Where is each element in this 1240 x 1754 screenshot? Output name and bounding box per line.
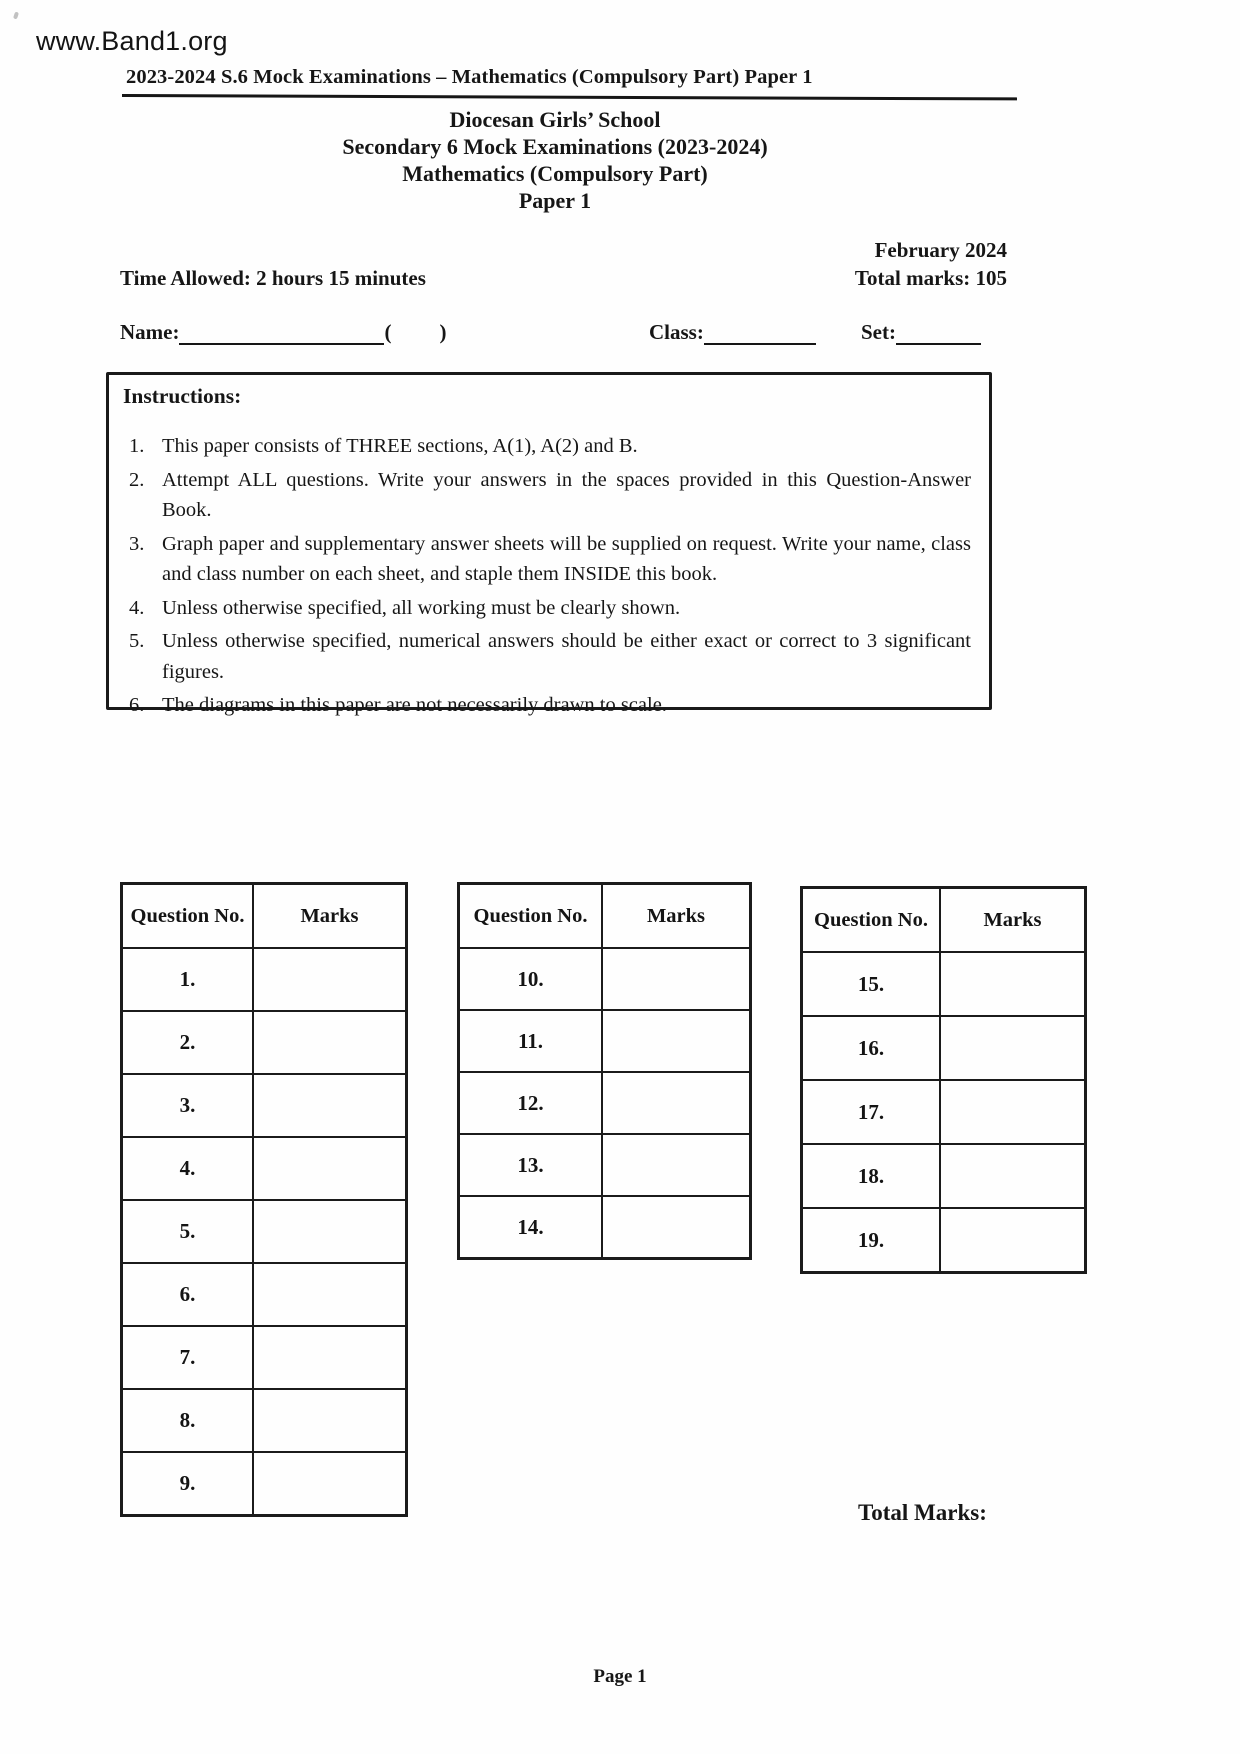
table-row — [122, 1389, 407, 1452]
subject-title: Mathematics (Compulsory Part) — [402, 161, 708, 186]
instruction-number: 3. — [129, 532, 145, 555]
instruction-item — [123, 593, 973, 624]
instruction-item — [123, 529, 973, 590]
set-underline — [896, 318, 981, 345]
instructions-box — [106, 372, 992, 716]
page-number: Page 1 — [593, 1666, 647, 1687]
title-block — [55, 106, 1055, 214]
table-row — [459, 948, 751, 1010]
running-header-title: 2023-2024 S.6 Mock Examinations – Mathematics (Compulsory Part) Paper 1 — [126, 66, 813, 88]
running-header-underline — [122, 94, 1017, 100]
instruction-text: Attempt ALL questions. Write your answers in the spaces provided in this Question-Answer Book. — [162, 468, 971, 521]
table-row — [459, 1010, 751, 1072]
name-label: Name: — [120, 320, 180, 344]
question-no-cell: 10. — [459, 948, 603, 1010]
question-no-cell: 2. — [122, 1011, 254, 1074]
question-no-cell: 12. — [459, 1072, 603, 1134]
table-header-row — [122, 884, 407, 949]
marks-cell — [940, 1208, 1086, 1273]
marks-header: Marks — [253, 884, 407, 949]
total-marks-info: Total marks: 105 — [854, 266, 1007, 290]
table-row — [802, 1016, 1086, 1080]
marks-cell — [253, 1011, 407, 1074]
table-row — [802, 1080, 1086, 1144]
marks-header: Marks — [602, 884, 751, 949]
instruction-text: Unless otherwise specified, all working must be clearly shown. — [162, 596, 681, 619]
marks-cell — [940, 952, 1086, 1016]
instruction-number: 2. — [129, 468, 145, 491]
question-no-cell: 13. — [459, 1134, 603, 1196]
marks-table-1 — [120, 882, 408, 1517]
marks-cell — [940, 1016, 1086, 1080]
instruction-number: 6. — [129, 694, 145, 716]
marks-cell — [602, 948, 751, 1010]
instruction-text: Graph paper and supplementary answer sheets will be supplied on request. Write your name, class and class number on each sheet, and staple them INSIDE this book. — [162, 532, 971, 585]
class-field — [649, 318, 816, 345]
question-no-cell: 17. — [802, 1080, 941, 1144]
marks-table-2 — [457, 882, 752, 1260]
scan-artifact — [13, 12, 19, 20]
marks-cell — [253, 1200, 407, 1263]
marks-cell — [253, 1137, 407, 1200]
question-no-cell: 18. — [802, 1144, 941, 1208]
instruction-text: The diagrams in this paper are not necessarily drawn to scale. — [162, 694, 667, 716]
table-row — [459, 1134, 751, 1196]
question-no-cell: 9. — [122, 1452, 254, 1516]
instruction-number: 5. — [129, 630, 145, 652]
marks-cell — [253, 1326, 407, 1389]
table-row — [122, 948, 407, 1011]
time-allowed: Time Allowed: 2 hours 15 minutes — [120, 266, 426, 290]
question-no-cell: 1. — [122, 948, 254, 1011]
table-header-row — [802, 888, 1086, 953]
marks-table-3 — [800, 886, 1087, 1274]
instruction-item — [123, 431, 973, 462]
marks-cell — [940, 1080, 1086, 1144]
marks-cell — [602, 1072, 751, 1134]
class-underline — [704, 318, 816, 345]
table-row — [802, 952, 1086, 1016]
table-header-row — [459, 884, 751, 949]
marks-cell — [253, 948, 407, 1011]
question-no-cell: 6. — [122, 1263, 254, 1326]
question-no-cell: 15. — [802, 952, 941, 1016]
exam-date: February 2024 — [874, 238, 1007, 262]
table-row — [122, 1074, 407, 1137]
marks-cell — [253, 1074, 407, 1137]
table-row — [122, 1011, 407, 1074]
question-no-cell: 7. — [122, 1326, 254, 1389]
class-number-blank — [391, 338, 439, 339]
question-no-cell: 11. — [459, 1010, 603, 1072]
marks-cell — [253, 1263, 407, 1326]
watermark-url: www.Band1.org — [36, 26, 228, 56]
question-no-cell: 4. — [122, 1137, 254, 1200]
table-row — [122, 1452, 407, 1516]
school-name: Diocesan Girls’ School — [449, 107, 661, 132]
instruction-item — [123, 690, 973, 721]
instruction-item — [123, 626, 973, 687]
marks-cell — [602, 1196, 751, 1259]
table-row — [122, 1200, 407, 1263]
question-no-cell: 19. — [802, 1208, 941, 1273]
class-label: Class: — [649, 320, 704, 344]
paper-title: Paper 1 — [518, 188, 592, 213]
set-field — [861, 318, 981, 345]
marks-cell — [602, 1010, 751, 1072]
table-row — [459, 1196, 751, 1259]
marks-cell — [940, 1144, 1086, 1208]
table-row — [802, 1144, 1086, 1208]
instruction-number: 1. — [129, 435, 145, 457]
instructions-list — [123, 431, 973, 721]
table-row — [459, 1072, 751, 1134]
question-no-header: Question No. — [459, 884, 603, 949]
instruction-item — [123, 465, 973, 526]
instruction-text: Unless otherwise specified, numerical answers should be either exact or correct to 3 significant figures. — [162, 630, 971, 683]
marks-cell — [253, 1389, 407, 1452]
set-label: Set: — [861, 320, 896, 344]
table-row — [802, 1208, 1086, 1273]
question-no-header: Question No. — [122, 884, 254, 949]
table-row — [122, 1137, 407, 1200]
meta-right — [855, 236, 1007, 292]
question-no-cell: 16. — [802, 1016, 941, 1080]
marks-cell — [253, 1452, 407, 1516]
instructions-heading: Instructions: — [123, 384, 242, 408]
instruction-number: 4. — [129, 596, 145, 619]
question-no-cell: 5. — [122, 1200, 254, 1263]
instruction-text: This paper consists of THREE sections, A(1), A(2) and B. — [162, 435, 638, 457]
question-no-cell: 8. — [122, 1389, 254, 1452]
name-field — [120, 318, 446, 345]
question-no-cell: 14. — [459, 1196, 603, 1259]
marks-cell — [602, 1134, 751, 1196]
marks-header: Marks — [940, 888, 1086, 953]
table-row — [122, 1263, 407, 1326]
class-number-paren-open: ( — [384, 320, 392, 344]
exam-title: Secondary 6 Mock Examinations (2023-2024) — [342, 134, 768, 159]
name-underline — [179, 318, 384, 345]
question-no-header: Question No. — [802, 888, 941, 953]
class-number-paren-close: ) — [439, 320, 447, 344]
table-row — [122, 1326, 407, 1389]
total-marks-label: Total Marks: — [858, 1500, 987, 1525]
question-no-cell: 3. — [122, 1074, 254, 1137]
